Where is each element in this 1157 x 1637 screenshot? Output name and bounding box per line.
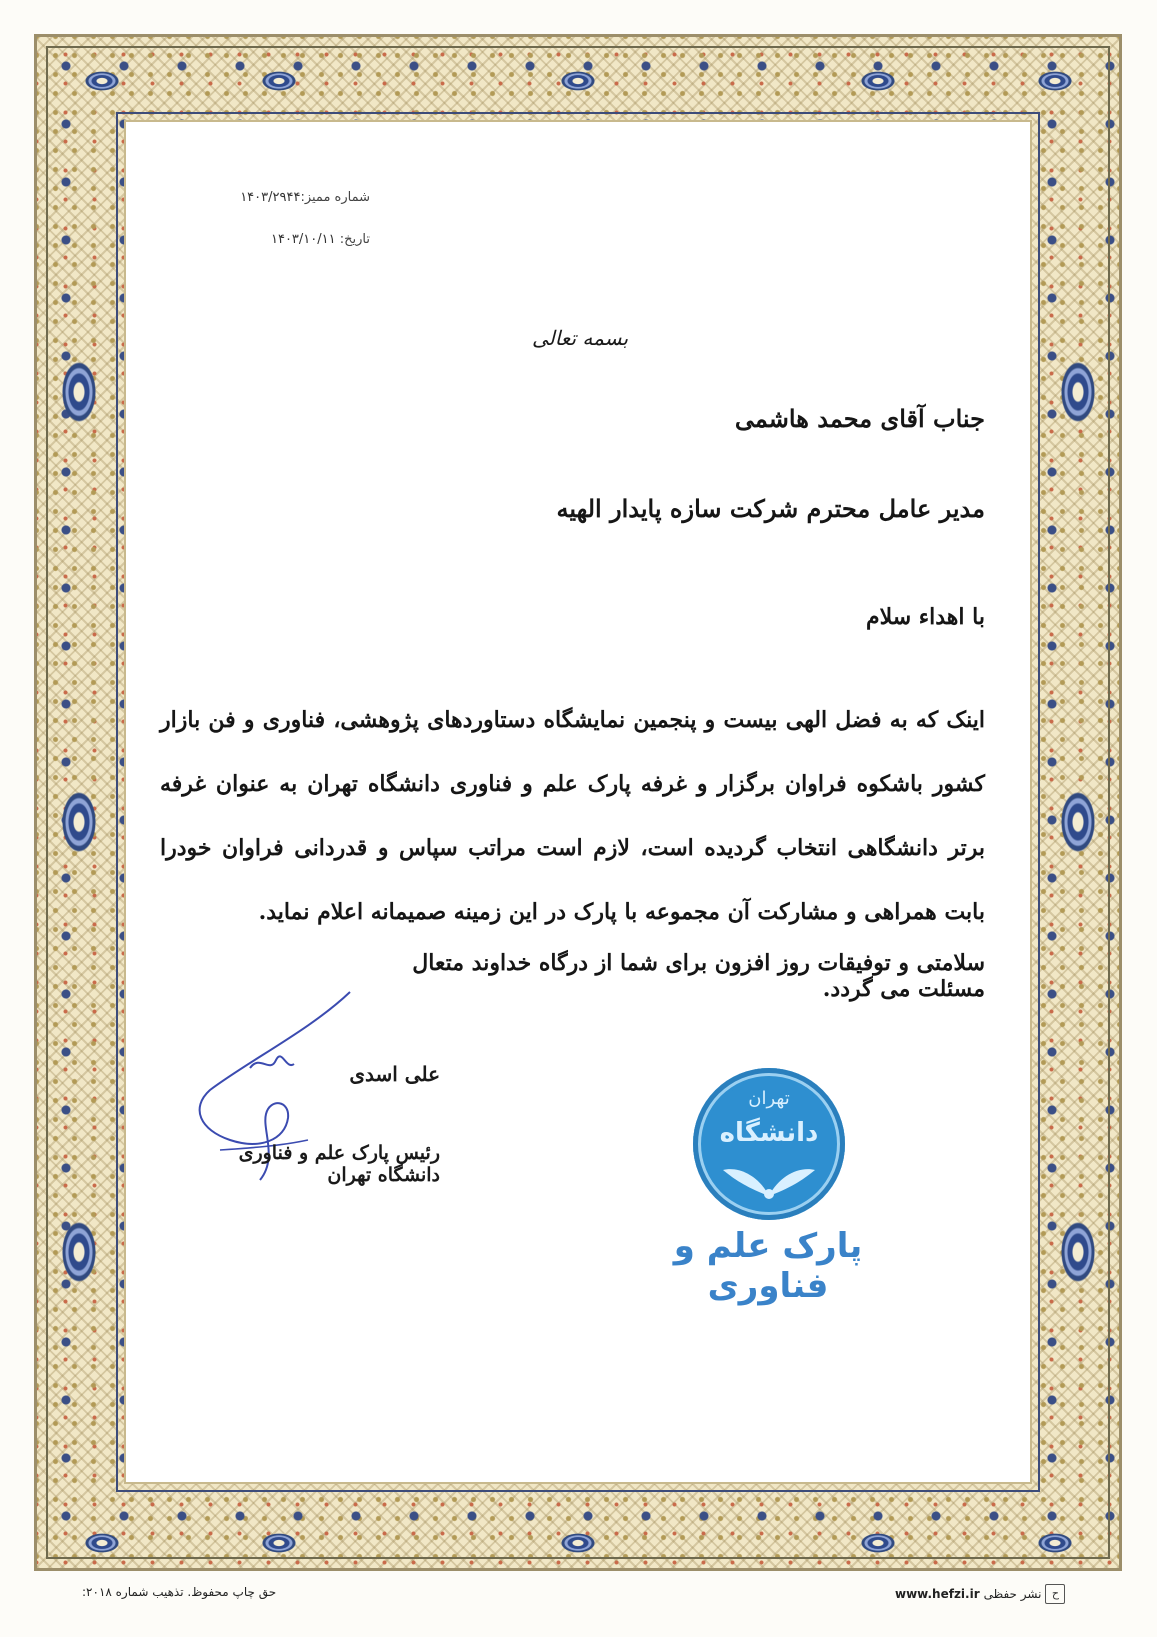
border-medallion (249, 64, 309, 98)
publisher-website: www.hefzi.ir (895, 1587, 980, 1601)
seal-top-text: تهران (748, 1088, 790, 1109)
corner-medallion (1025, 64, 1085, 98)
border-medallion (548, 1526, 608, 1560)
footer-copyright: حق چاپ محفوظ. تذهیب شماره ۲۰۱۸: (82, 1585, 277, 1599)
reference-value: ۱۴۰۳/۲۹۴۴ (240, 190, 301, 205)
border-medallion (848, 64, 908, 98)
reference-number (200, 190, 370, 205)
greeting: با اهداء سلام (865, 604, 985, 630)
date-label: تاریخ: (339, 232, 370, 247)
border-medallion (62, 792, 96, 852)
border-medallion (249, 1526, 309, 1560)
salutation: جناب آقای محمد هاشمی (734, 404, 985, 433)
border-medallion (548, 64, 608, 98)
border-medallion (62, 362, 96, 422)
recipient-role: مدیر عامل محترم شرکت سازه پایدار الهیه (556, 494, 985, 523)
date-value: ۱۴۰۳/۱۰/۱۱ (270, 232, 336, 247)
border-medallion (1061, 362, 1095, 422)
basmala: بسمه تعالی (531, 326, 629, 350)
border-medallion (1061, 1222, 1095, 1282)
border-medallion (848, 1526, 908, 1560)
corner-medallion (72, 1526, 132, 1560)
seal-main-text: دانشگاه (719, 1118, 819, 1148)
corner-medallion (72, 64, 132, 98)
seal-wings-icon (719, 1156, 819, 1202)
signer-title: رئیس پارک علم و فناوری دانشگاه تهران (238, 1142, 440, 1186)
border-medallion (1061, 792, 1095, 852)
corner-medallion (1025, 1526, 1085, 1560)
letter-date (200, 232, 370, 247)
science-park-logo: پارک علم و فناوری (673, 1226, 863, 1306)
publisher-logo-icon: ح (1045, 1584, 1065, 1604)
closing-line: سلامتی و توفیقات روز افزون برای شما از درگاه خداوند متعال مسئلت می گردد. (412, 950, 985, 1002)
border-medallion (62, 1222, 96, 1282)
university-seal (693, 1068, 845, 1220)
footer-publisher (895, 1584, 1065, 1604)
publisher-name: نشر حفظی (983, 1587, 1042, 1601)
letter-body: اینک که به فضل الهی بیست و پنجمین نمایشگاه دستاوردهای پژوهشی، فناوری و فن بازار کشور باشکوه فراوان برگزار و غرفه پارک علم و فناوری دانشگاه تهران به عنوان غرفه برتر دانشگاهی انتخاب گردیده است، لازم است مراتب سپاس و قدردانی فراوان خودرا بابت همراهی و مشارکت آن مجموعه با پارک در این زمینه صمیمانه اعلام نماید. (160, 707, 985, 925)
signer-name: علی اسدی (349, 1062, 440, 1086)
reference-label: شماره ممیز: (300, 190, 370, 205)
